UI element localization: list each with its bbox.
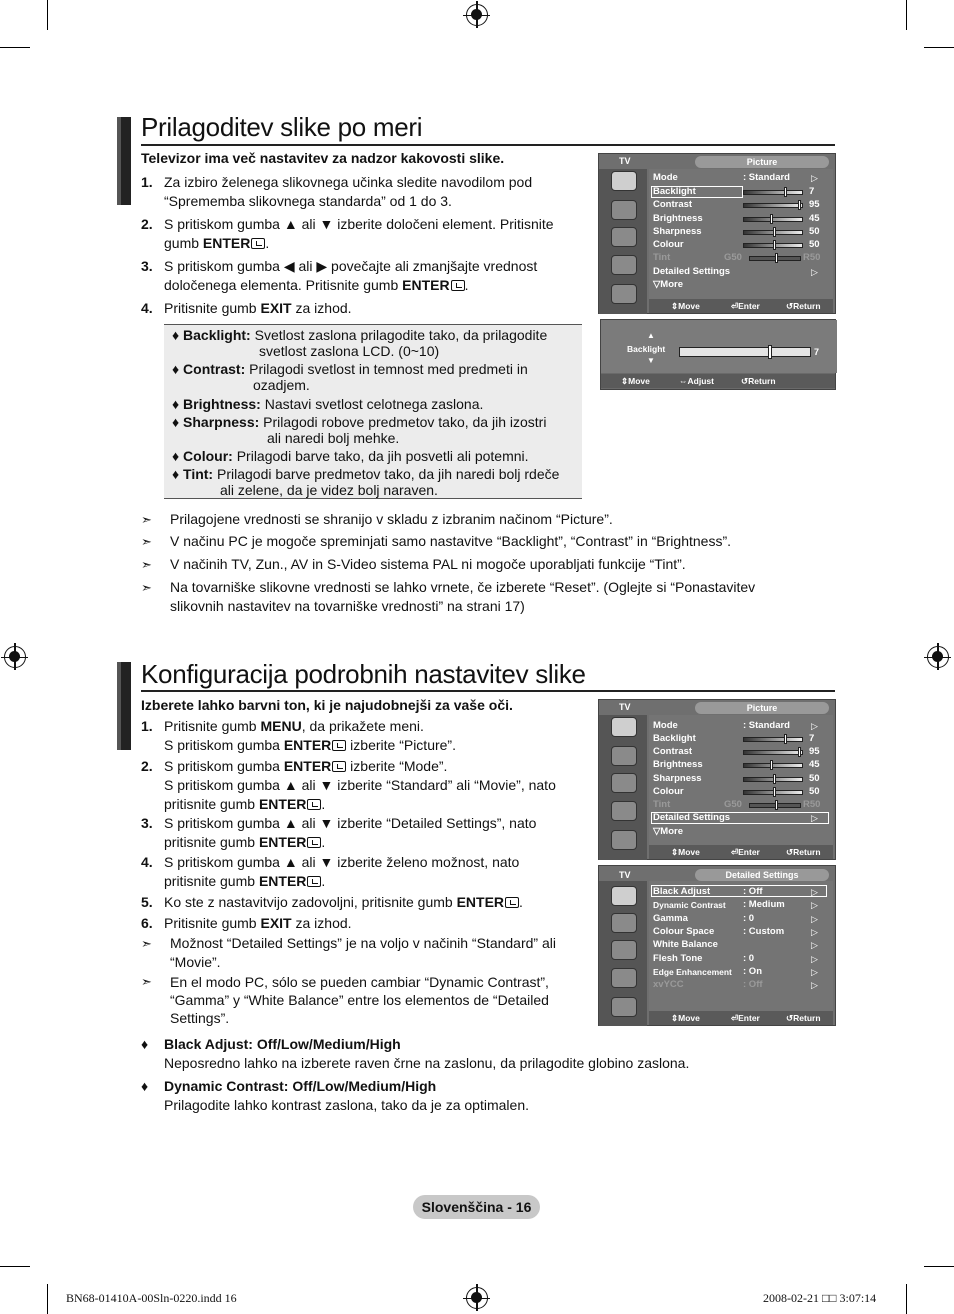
crop-mark	[0, 47, 30, 48]
osd-backlight-bar: ▲ Backlight ▼ 7 ⇕ Move ⇔ Adjust ↺ Return	[600, 319, 836, 390]
osd-detail-value: : Off	[743, 886, 763, 897]
osd-arrow-icon: ▷	[811, 926, 818, 937]
osd-row-slider	[743, 203, 803, 208]
osd-detail-label: Black Adjust	[653, 886, 711, 897]
note: ➣ En el modo PC, sólo se pueden cambiar “Dynamic Contrast”, “Gamma” y “White Balance” entre los elementos de “Detailed Settings”.	[141, 974, 549, 1026]
enter-icon	[332, 761, 346, 772]
definition-sharpness: ♦ Sharpness: Prilagodi robove predmetov tako, da jih izostri ali naredi bolj mehke.	[172, 414, 547, 446]
osd-mode-label: Mode	[653, 720, 678, 731]
step-6: 6. Pritisnite gumb EXIT za izhod.	[141, 915, 352, 931]
section1-title: Prilagoditev slike po meri	[141, 112, 423, 142]
osd-row-value: 7	[809, 733, 815, 744]
osd-detail-label: White Balance	[653, 939, 718, 951]
osd-detailed-tab: Detailed Settings	[695, 869, 829, 881]
note: ➣ Na tovarniške slikovne vrednosti se lahko vrnete, če izberete “Reset”. (Oglejte si “Ponastavitev slikovnih nastavitev na tovarniške vrednosti” na strani 17)	[141, 579, 756, 614]
osd-picture-menu	[598, 153, 836, 314]
osd-mode-label: Mode	[653, 172, 678, 183]
section2-title: Konfiguracija podrobnih nastavitev slike	[141, 659, 586, 689]
osd-row-value: 45	[809, 212, 820, 224]
osd-row-slider	[743, 230, 803, 235]
osd-detailed-label: Detailed Settings	[653, 266, 731, 277]
osd-tv-label: TV	[619, 870, 631, 880]
definition-backlight: ♦ Backlight: Svetlost zaslona prilagodite tako, da prilagodite svetlost zaslona LCD. (0~10)	[172, 327, 548, 359]
osd-row-slider	[743, 777, 803, 782]
sound-icon	[611, 913, 637, 933]
osd-row-slider	[743, 790, 803, 795]
note: ➣ V načinih TV, Zun., AV in S-Video sistema PAL ni mogoče uporabljati funkcije “Tint”.	[141, 556, 686, 572]
osd-row-value: 95	[809, 199, 820, 211]
osd-detail-value: : Custom	[743, 925, 785, 937]
channel-icon	[611, 773, 637, 793]
osd-row-knob	[798, 200, 801, 210]
osd-row-slider	[743, 243, 803, 248]
crop-mark	[47, 1284, 48, 1314]
section-marker	[117, 117, 131, 205]
osd-mode-value: : Standard	[743, 720, 790, 731]
osd-arrow-icon: ▷	[811, 913, 818, 924]
osd-detail-value: : 0	[743, 952, 755, 964]
note-arrow-icon: ➣	[141, 974, 152, 989]
osd-sidebar	[599, 169, 647, 314]
step-4: 4. Pritisnite gumb EXIT za izhod.	[141, 300, 352, 316]
definition-tint: ♦ Tint: Prilagodi barve predmetov tako, da jih naredi bolj rdeče ali zelene, da je videz bolj naraven.	[172, 466, 560, 498]
osd-detail-label: Colour Space	[653, 925, 715, 937]
osd-row-value: 50	[809, 785, 820, 797]
bullet-black-adjust: ♦ Black Adjust: Off/Low/Medium/High Neposredno lahko na izberete raven črne na zaslonu, da prilagodite globino zaslona.	[141, 1036, 690, 1071]
section2-lead: Izberete lahko barvni ton, ki je najudobnejši za vaše oči.	[141, 697, 513, 713]
osd-tint-g: G50	[724, 252, 742, 263]
osd-row-value: 50	[809, 239, 820, 251]
osd-picture-tab: Picture	[695, 156, 829, 168]
osd-arrow-icon: ▷	[811, 966, 818, 977]
enter-icon	[307, 876, 321, 887]
osd-row-slider	[743, 217, 803, 222]
osd-arrow-icon: ▷	[811, 900, 818, 911]
registration-mark-icon	[4, 646, 26, 668]
step-5: 5. Ko ste z nastavitvijo zadovoljni, pritisnite gumb ENTER .	[141, 894, 523, 910]
osd-backlight-value: 7	[814, 347, 820, 357]
osd-row-label: Brightness	[653, 212, 703, 224]
osd-more-label: ▽More	[653, 279, 684, 290]
enter-icon	[451, 280, 465, 291]
step-3: 3. S pritiskom gumba ▲ ali ▼ izberite “Detailed Settings”, nato pritisnite gumb ENTER .	[141, 815, 537, 850]
crop-mark	[924, 47, 954, 48]
setup-icon	[611, 968, 637, 988]
osd-sidebar	[599, 881, 647, 1026]
step-4: 4. S pritiskom gumba ▲ ali ▼ izberite želeno možnost, nato pritisnite gumb ENTER .	[141, 854, 520, 889]
osd-tint-r: R50	[803, 252, 821, 263]
osd-arrow-icon: ▷	[811, 813, 818, 823]
note-arrow-icon: ➣	[141, 512, 152, 527]
osd-main	[649, 881, 833, 1011]
osd-mode-value: : Standard	[743, 172, 790, 183]
osd-row-label: Colour	[653, 785, 684, 797]
osd-detailed-settings	[598, 865, 836, 1026]
osd-footer: ⇕ Move ⏎ Enter ↺ Return	[649, 845, 833, 859]
osd-row-value: 50	[809, 772, 820, 784]
step-3: 3. S pritiskom gumba ◀ ali ▶ povečajte ali zmanjšajte vrednost določenega elementa. Pritisnite gumb ENTER .	[141, 258, 538, 293]
osd-row-label: Brightness	[653, 759, 703, 771]
osd-main	[649, 169, 833, 299]
osd-row-knob	[798, 747, 801, 757]
osd-row-slider	[743, 763, 803, 768]
osd-arrow-icon: ▷	[811, 940, 818, 951]
step-1: 1. Za izbiro želenega slikovnega učinka sledite navodilom pod “Sprememba slikovnega standarda” od 1 do 3.	[141, 174, 533, 209]
osd-row-knob	[770, 760, 773, 770]
enter-icon	[307, 837, 321, 848]
crop-mark	[47, 0, 48, 30]
crop-mark	[906, 1284, 907, 1314]
osd-row-label: Sharpness	[653, 772, 702, 784]
step-1: 1. Pritisnite gumb MENU, da prikažete meni. S pritiskom gumba ENTER izberite “Picture”.	[141, 718, 456, 753]
registration-mark-icon	[466, 4, 488, 26]
crop-mark	[0, 1266, 30, 1267]
definition-colour: ♦ Colour: Prilagodi barve tako, da jih posvetli ali potemni.	[172, 448, 529, 464]
picture-icon	[611, 886, 637, 906]
section1-lead: Televizor ima več nastavitev za nadzor kakovosti slike.	[141, 150, 505, 166]
osd-tint-label: Tint	[653, 252, 671, 263]
osd-row-label: Backlight	[653, 733, 696, 744]
setup-icon	[611, 801, 637, 821]
title-rule	[141, 144, 835, 146]
note-arrow-icon: ➣	[141, 936, 152, 951]
file-slug: BN68-01410A-00Sln-0220.indd 16	[66, 1291, 237, 1305]
note: ➣ Prilagojene vrednosti se shranijo v skladu z izbranim načinom “Picture”.	[141, 511, 613, 527]
page-number-badge: Slovenščina - 16	[413, 1195, 540, 1219]
osd-row-label: Colour	[653, 239, 684, 251]
input-icon	[611, 997, 637, 1017]
osd-row-knob	[773, 787, 776, 797]
osd-tint-r: R50	[803, 799, 821, 810]
note-arrow-icon: ➣	[141, 534, 152, 549]
osd-row-value: 7	[809, 186, 815, 197]
sound-icon	[611, 746, 637, 766]
input-icon	[611, 284, 637, 304]
note: ➣ Možnost “Detailed Settings” je na voljo v načinih “Standard” ali “Movie”.	[141, 935, 556, 970]
note-arrow-icon: ➣	[141, 580, 152, 595]
crop-mark	[906, 0, 907, 30]
osd-arrow-icon: ▷	[811, 173, 818, 183]
osd-detailed-label: Detailed Settings	[653, 812, 731, 823]
osd-footer: ⇕ Move ⇔ Adjust ↺ Return	[601, 374, 835, 388]
osd-tint-slider	[749, 803, 801, 808]
osd-picture-tab: Picture	[695, 702, 829, 714]
osd-detail-value: : 0	[743, 912, 755, 924]
osd-detail-label: Flesh Tone	[653, 952, 703, 964]
osd-row-label: Contrast	[653, 746, 693, 758]
osd-row-slider	[743, 750, 803, 755]
osd-detail-label: Dynamic Contrast	[653, 900, 726, 911]
osd-backlight-label: Backlight	[627, 344, 666, 354]
osd-detail-value: : Off	[743, 979, 763, 991]
osd-backlight-slider	[679, 347, 811, 357]
osd-arrow-icon: ▷	[811, 887, 818, 897]
osd-tv-label: TV	[619, 156, 631, 166]
osd-footer: ⇕ Move ⏎ Enter ↺ Return	[649, 299, 833, 313]
osd-main	[649, 715, 833, 845]
osd-row-value: 95	[809, 746, 820, 758]
osd-row-slider	[743, 737, 803, 742]
osd-picture-menu-detailed	[598, 699, 836, 860]
osd-row-value: 45	[809, 759, 820, 771]
osd-arrow-icon: ▷	[811, 721, 818, 731]
bullet-dynamic-contrast: ♦ Dynamic Contrast: Off/Low/Medium/High Prilagodite lahko kontrast zaslona, tako da je za optimalen.	[141, 1078, 529, 1113]
definition-contrast: ♦ Contrast: Prilagodi svetlost in temnost med predmeti in ozadjem.	[172, 361, 528, 393]
section-marker	[117, 662, 131, 750]
picture-icon	[611, 717, 637, 737]
date-slug: 2008-02-21 □□ 3:07:14	[763, 1291, 877, 1305]
osd-detail-value: : On	[743, 965, 762, 977]
osd-tint-g: G50	[724, 799, 742, 810]
osd-tint-slider	[749, 256, 801, 261]
osd-row-label: Sharpness	[653, 225, 702, 237]
osd-row-knob	[773, 227, 776, 237]
note: ➣ V načinu PC je mogoče spreminjati samo nastavitve “Backlight”, “Contrast” in “Brightness”.	[141, 533, 731, 549]
osd-row-knob	[773, 240, 776, 250]
osd-footer: ⇕ Move ⏎ Enter ↺ Return	[649, 1011, 833, 1025]
sound-icon	[611, 200, 637, 220]
channel-icon	[611, 940, 637, 960]
osd-detail-value: : Medium	[743, 899, 785, 911]
osd-row-knob	[784, 187, 787, 197]
step-2: 2. S pritiskom gumba ENTER izberite “Mode”. S pritiskom gumba ▲ ali ▼ izberite “Standard” ali “Movie”, nato pritisnite gumb ENTER .	[141, 758, 556, 812]
enter-icon	[505, 897, 519, 908]
osd-tint-label: Tint	[653, 799, 671, 810]
osd-row-knob	[784, 734, 787, 744]
step-2: 2. S pritiskom gumba ▲ ali ▼ izberite določeni element. Pritisnite gumb ENTER .	[141, 216, 554, 251]
registration-mark-icon	[927, 646, 949, 668]
osd-row-knob	[773, 774, 776, 784]
osd-detail-label: Edge Enhancement	[653, 966, 732, 977]
osd-row-slider	[743, 190, 803, 195]
osd-sidebar	[599, 715, 647, 860]
enter-icon	[251, 238, 265, 249]
osd-detail-label: xvYCC	[653, 979, 684, 991]
osd-row-label: Backlight	[653, 186, 696, 197]
osd-row-value: 50	[809, 225, 820, 237]
osd-arrow-icon: ▷	[811, 980, 818, 991]
crop-mark	[924, 1266, 954, 1267]
setup-icon	[611, 255, 637, 275]
note-arrow-icon: ➣	[141, 557, 152, 572]
title-rule	[141, 690, 835, 692]
definition-brightness: ♦ Brightness: Nastavi svetlost celotnega zaslona.	[172, 396, 484, 412]
osd-detail-label: Gamma	[653, 912, 688, 924]
picture-icon	[611, 171, 637, 191]
osd-row-label: Contrast	[653, 199, 693, 211]
osd-arrow-icon: ▷	[811, 267, 818, 277]
enter-icon	[307, 799, 321, 810]
osd-row-knob	[770, 214, 773, 224]
osd-tv-label: TV	[619, 702, 631, 712]
osd-more-label: ▽More	[653, 826, 684, 837]
registration-mark-icon	[466, 1287, 488, 1309]
osd-arrow-icon: ▷	[811, 953, 818, 964]
channel-icon	[611, 227, 637, 247]
enter-icon	[332, 740, 346, 751]
input-icon	[611, 830, 637, 850]
